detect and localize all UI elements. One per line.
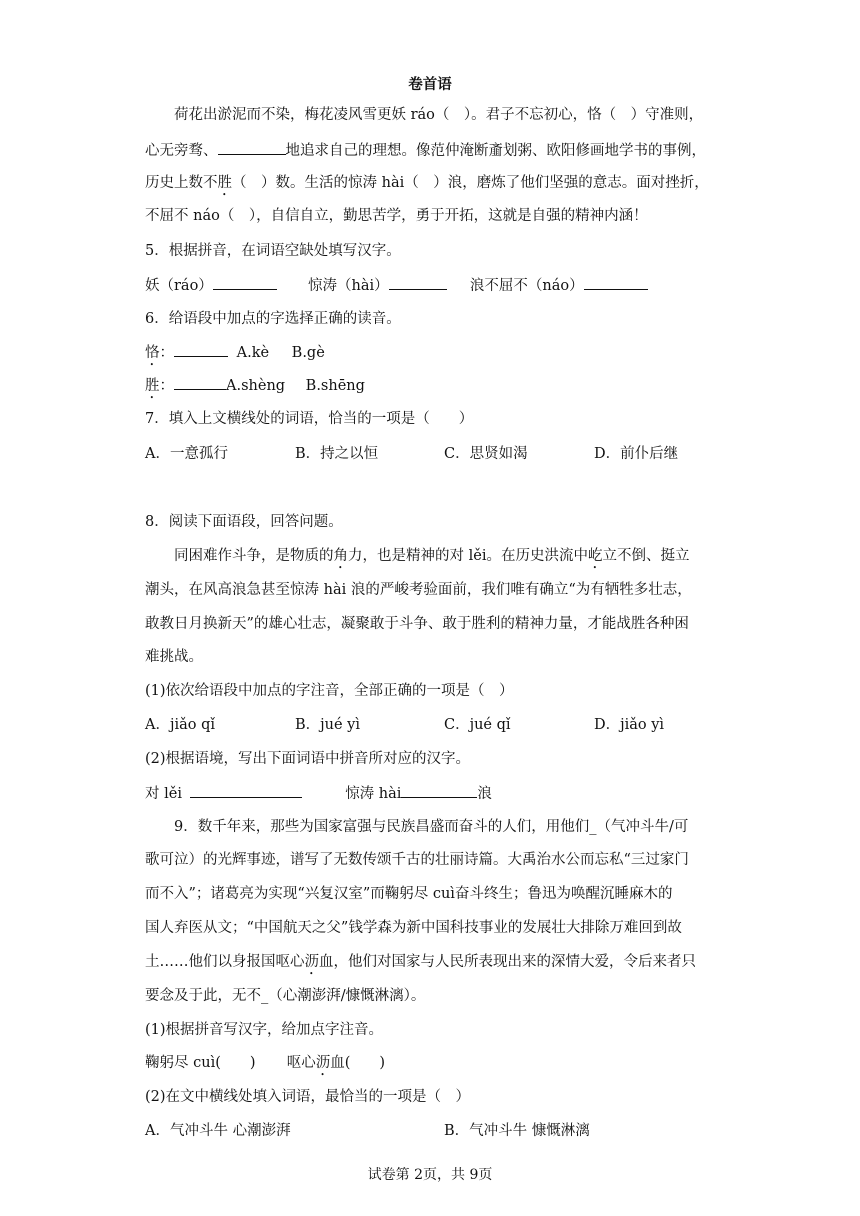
q7-option-a[interactable]: A．一意孤行: [145, 446, 228, 462]
q6-option-a-2[interactable]: A.shèng: [226, 378, 286, 394]
q9-line-2: 歌可泣）的光辉事迹，谱写了无数传颂千古的壮丽诗篇。大禹治水公而忘私“三过家门: [145, 852, 689, 868]
q9-line-3: 而不入”；诸葛亮为实现“兴复汉室”而鞠躬尽 cuì奋斗终生；鲁迅为唤醒沉睡麻木的: [145, 886, 673, 902]
q6-colon: ：: [159, 345, 174, 361]
q6-colon: ：: [159, 378, 174, 394]
q8-sub-2-answers: [145, 783, 492, 804]
q8-word-hai: 惊涛 hài: [345, 786, 402, 802]
q8-blank-lei[interactable]: [190, 783, 302, 798]
q9-sub-1-stem: (1)根据拼音写汉字，给加点字注音。: [145, 1022, 384, 1038]
q6-stem: 6．给语段中加点的字选择正确的读音。: [145, 311, 401, 327]
q6-row-1: [145, 342, 325, 369]
q7-option-c[interactable]: C．思贤如渴: [444, 446, 528, 462]
q7-option-d[interactable]: D．前仆后继: [594, 446, 679, 462]
q8-sub-1-stem: (1)依次给语段中加点的字注音，全部正确的一项是（ ）: [145, 683, 514, 699]
q5-word-c: 浪不屈不（náo）: [469, 278, 584, 294]
q6-blank-1[interactable]: [174, 342, 228, 357]
q5-word-a: 妖（ráo）: [145, 278, 213, 294]
q5-stem: 5．根据拼音，在词语空缺处填写汉字。: [145, 243, 401, 259]
q6-option-b-2[interactable]: B.shēng: [305, 378, 365, 394]
q8-blank-hai[interactable]: [401, 783, 477, 798]
q8-passage-line-2: 潮头，在风高浪急甚至惊涛 hài 浪的严峻考验面前，我们唯有确立“为有牺牲多壮志，: [145, 582, 692, 598]
q8-sub-2-stem: (2)根据语境，写出下面词语中拼音所对应的汉字。: [145, 751, 471, 767]
q9-line-4: 国人弃医从文；“中国航天之父”钱学森为新中国科技事业的发展壮大排除万难回到故: [145, 920, 682, 936]
q6-char-ke: 恪: [145, 345, 160, 361]
preface-line-4: 不屈不 náo（ ），自信自立，勤思苦学，勇于开拓，这就是自强的精神内涵！: [145, 208, 648, 224]
q9-word-cui: 鞠躬尽 cuì( ): [145, 1055, 256, 1071]
dotted-char-yi: 屹: [587, 548, 603, 564]
preface-line-2-end: 地追求自己的理想。像范仲淹断齑划粥、欧阳修画地学书的事例，: [285, 143, 706, 159]
q9-sub-2-option-a[interactable]: A．气冲斗牛 心潮澎湃: [145, 1123, 291, 1139]
q9-sub-2-option-b[interactable]: B．气冲斗牛 慷慨淋漓: [444, 1123, 590, 1139]
page-title: 卷首语: [408, 76, 452, 93]
q5-blank-b[interactable]: [389, 275, 447, 290]
preface-line-3: [145, 173, 709, 199]
preface-line-3-start: 历史上数不: [145, 175, 218, 191]
q8-passage-line-3: 敢教日月换新天”的雄心壮志，凝聚敢于斗争、敢于胜利的精神力量，才能战胜各种困: [145, 616, 689, 632]
q8-sub-1-option-d[interactable]: D．jiǎo yì: [594, 717, 665, 733]
fill-blank[interactable]: [218, 140, 286, 155]
q7-stem: 7．填入上文横线处的词语，恰当的一项是（ ）: [145, 411, 474, 427]
q7-option-b[interactable]: B．持之以恒: [295, 446, 379, 462]
preface-line-2: [145, 140, 706, 161]
q9-sub-2-stem: (2)在文中横线处填入词语，最恰当的一项是（ ）: [145, 1089, 471, 1105]
q5-word-b: 惊涛（hài）: [308, 278, 389, 294]
q8-p1-end: 立不倒、挺立: [602, 548, 690, 564]
q8-p1-mid: 力，也是精神的对 lěi。在历史洪流中: [348, 548, 588, 564]
preface-line-1: 荷花出淤泥而不染，梅花凌风雪更妖 ráo（ ）。君子不忘初心，恪（ ）守准则，: [174, 107, 704, 123]
q8-passage-line-4: 难挑战。: [145, 649, 203, 665]
q8-stem: 8．阅读下面语段，回答问题。: [145, 514, 343, 530]
q8-sub-1-option-c[interactable]: C．jué qǐ: [444, 717, 511, 733]
q9-sub-1-answers: [145, 1053, 385, 1079]
q6-row-2: [145, 375, 365, 402]
q6-char-sheng: 胜: [145, 378, 160, 394]
q8-word-lei: 对 lěi: [145, 786, 182, 802]
q9-line-1: 9．数千年来，那些为国家富强与民族昌盛而奋斗的人们，用他们_（气冲斗牛/可: [174, 819, 689, 835]
q8-p1-start: 同困难作斗争，是物质的: [174, 548, 334, 564]
q6-option-a-1[interactable]: A.kè: [236, 345, 270, 361]
q9-word-ouxin: 呕心: [286, 1055, 316, 1071]
q9-line-5: [145, 952, 696, 978]
q9-word-xue: 血( ): [330, 1055, 386, 1071]
q6-blank-2[interactable]: [174, 375, 226, 390]
q6-option-b-1[interactable]: B.gè: [291, 345, 325, 361]
q9-l5-end: 血，他们对国家与人民所表现出来的深情大爱，令后来者只: [319, 954, 696, 970]
preface-line-2-start: 心无旁骛、: [145, 143, 218, 159]
q9-line-6: 要念及于此，无不_（心潮澎湃/慷慨淋漓）。: [145, 988, 426, 1004]
dotted-char-jiao: 角: [333, 548, 348, 564]
dotted-char-sheng: 胜: [217, 175, 232, 191]
page-footer: 试卷第 2页，共 9页: [367, 1167, 493, 1183]
q9-l5-start: 土……他们以身报国呕心: [145, 954, 305, 970]
q8-sub-1-option-b[interactable]: B．jué yì: [295, 717, 361, 733]
q5-blank-c[interactable]: [584, 275, 648, 290]
q8-word-lang: 浪: [477, 786, 492, 802]
dotted-char-li-2: 沥: [315, 1055, 331, 1071]
dotted-char-li: 沥: [304, 954, 319, 970]
q5-blank-a[interactable]: [213, 275, 277, 290]
q5-answers: [145, 275, 648, 296]
preface-line-3-end: （ ）数。生活的惊涛 hài（ ）浪，磨炼了他们坚强的意志。面对挫折，: [232, 175, 709, 191]
q8-passage-line-1: [174, 546, 689, 572]
q8-sub-1-option-a[interactable]: A．jiǎo qǐ: [145, 717, 216, 733]
